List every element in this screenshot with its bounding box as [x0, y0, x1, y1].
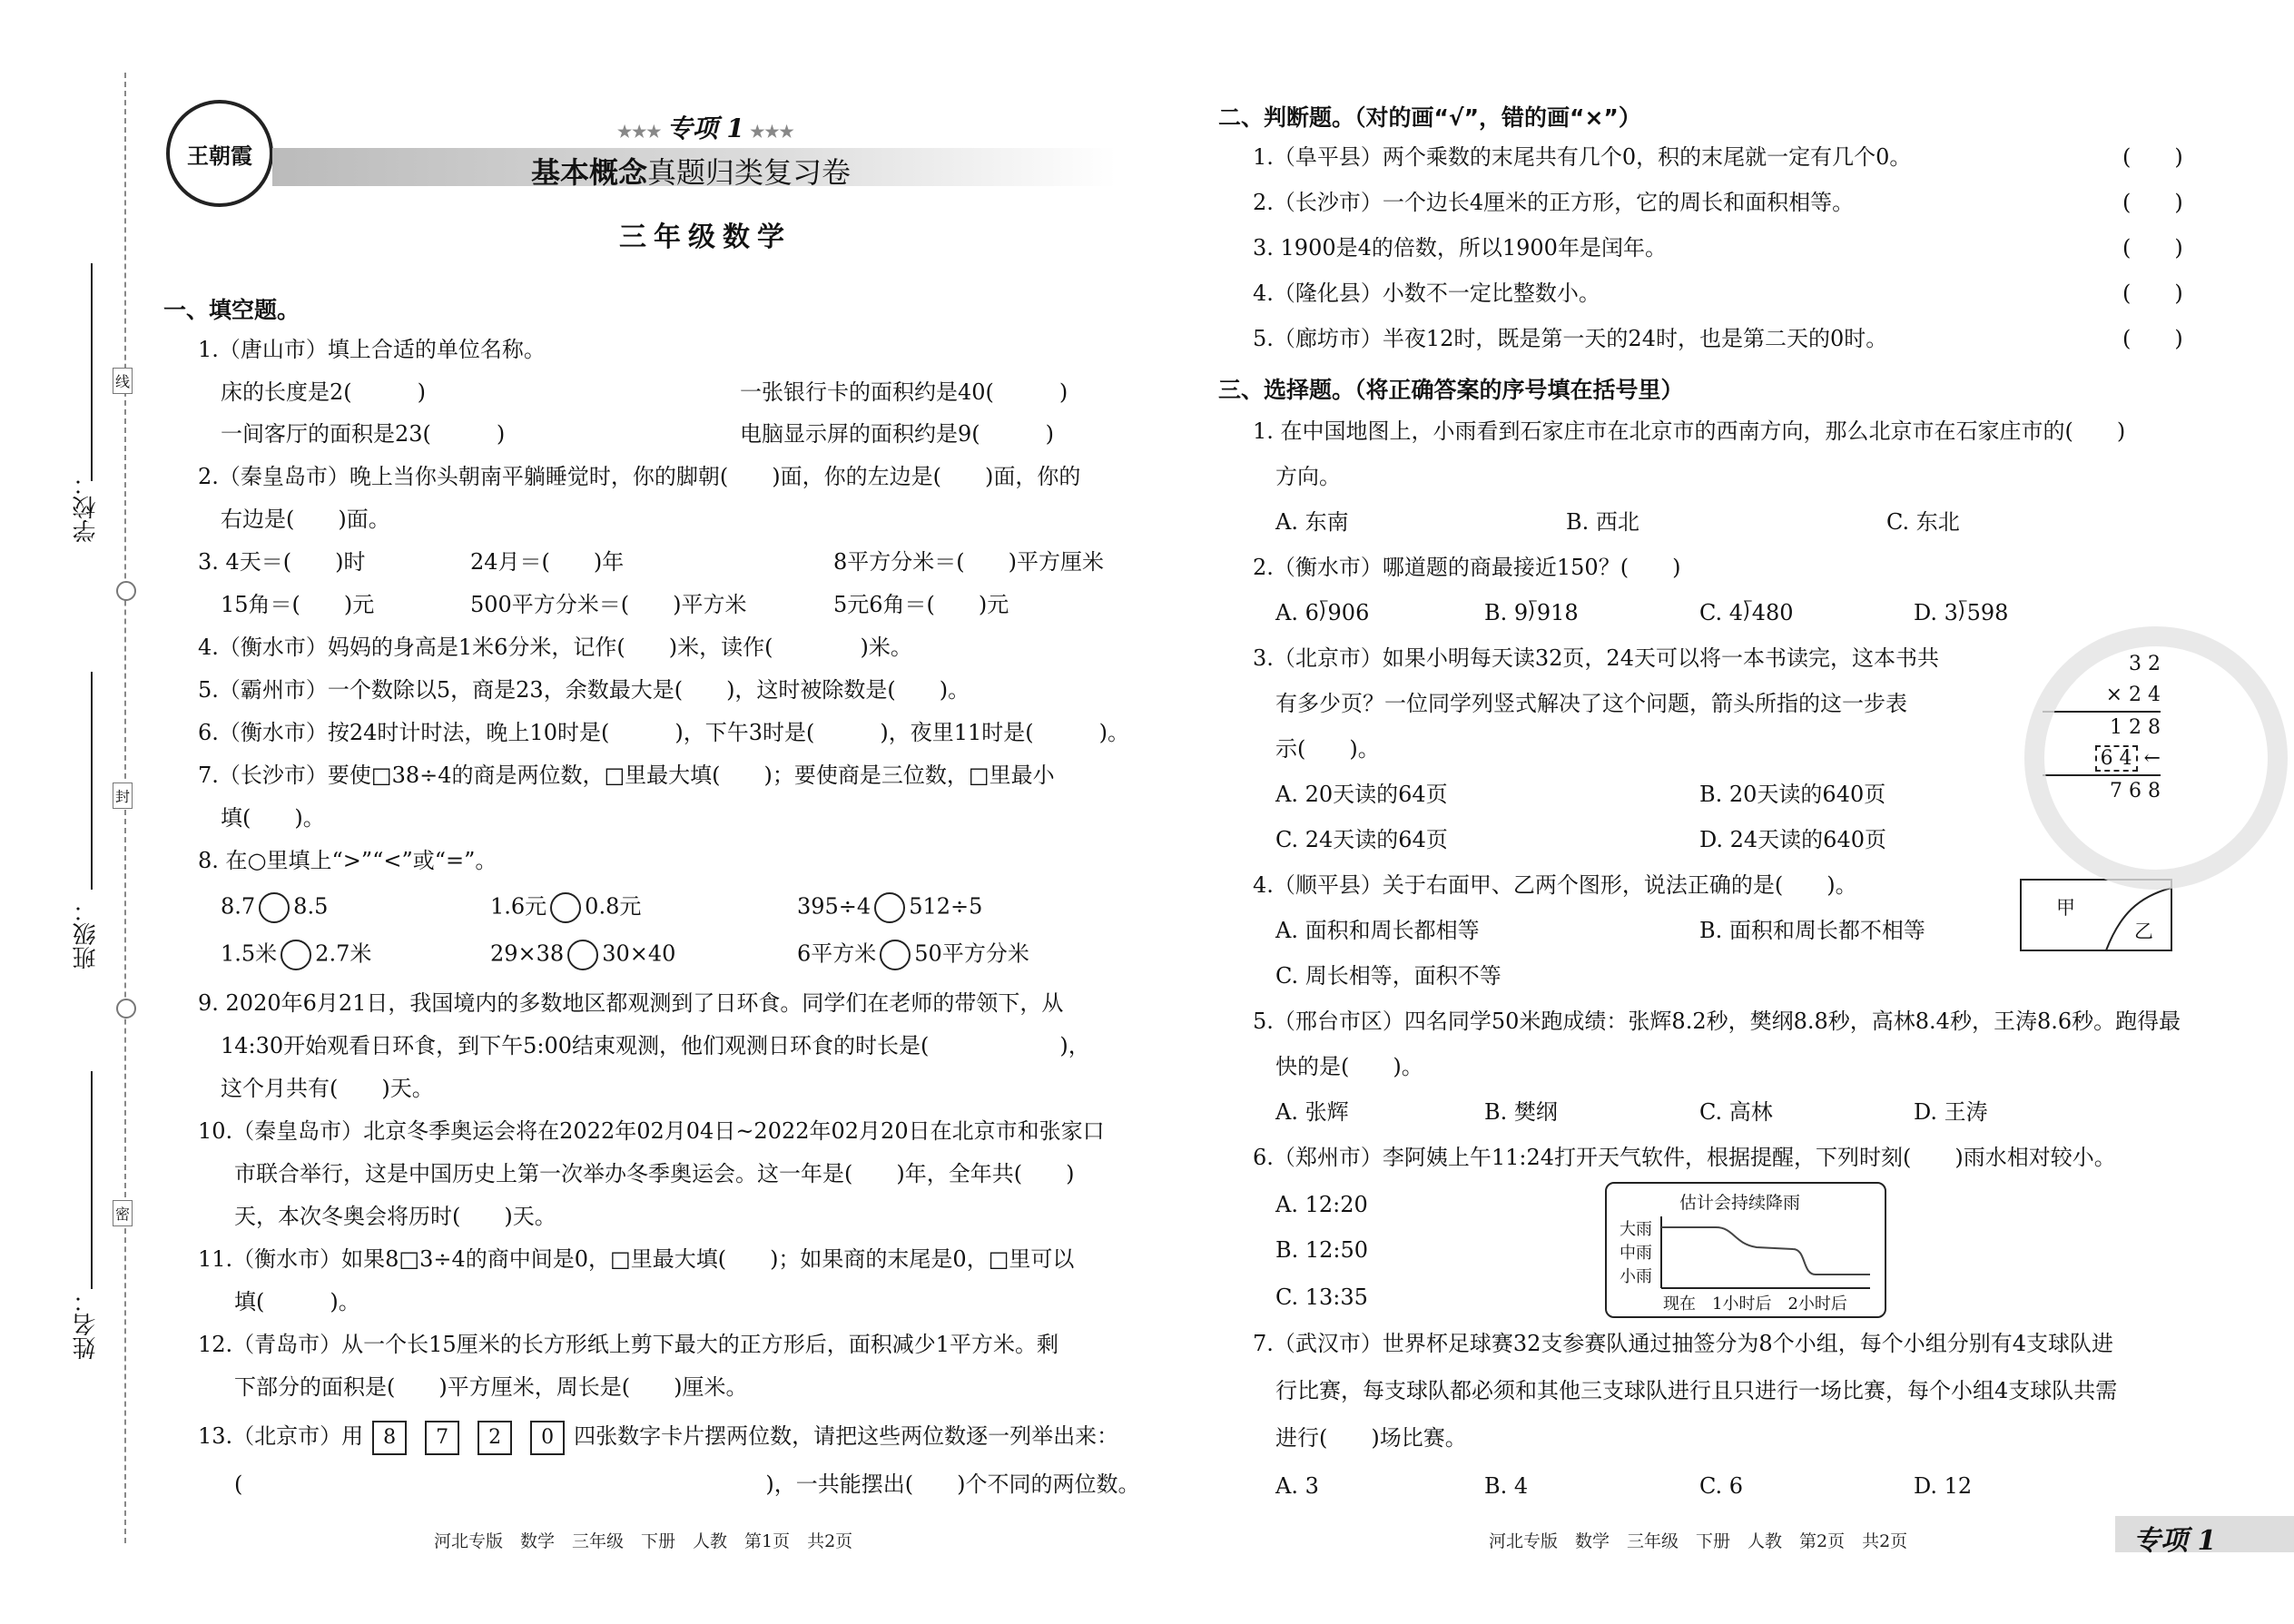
c2-opt-b: B. 9⟌918 [1484, 600, 1579, 625]
c5-opt-a: A. 张辉 [1275, 1099, 1349, 1125]
special-label: 专项 1 [666, 113, 744, 143]
q8-4-left: 1.5米 [221, 940, 278, 967]
compare-circle[interactable] [880, 940, 911, 970]
q13-pre: 13.（北京市）用 [198, 1423, 364, 1449]
compare-circle[interactable] [874, 892, 905, 923]
footer-left: 河北专版 数学 三年级 下册 人教 第1页 共2页 [434, 1531, 853, 1551]
c3-opt-a: A. 20天读的64页 [1275, 782, 1448, 807]
arrow-left-icon: ← [2137, 747, 2161, 770]
school-label: 学校： [73, 472, 100, 543]
c4-opt-b: B. 面积和周长都不相等 [1699, 918, 1925, 943]
rain-title: 估计会持续降雨 [1679, 1193, 1801, 1213]
q10c: 天，本次冬奥会将历时( )天。 [234, 1204, 556, 1229]
q8-1-right: 8.5 [293, 893, 329, 920]
q11a: 11.（衡水市）如果8□3÷4的商中间是0，□里最大填( )；如果商的末尾是0，□里可以 [198, 1246, 1075, 1272]
title-bold: 基本概念 [531, 155, 648, 190]
q7a: 7.（长沙市）要使□38÷4的商是两位数，□里最大填( )；要使商是三位数，□里最小 [198, 763, 1055, 788]
q13-post: 四张数字卡片摆两位数，请把这些两位数逐一列举出来： [574, 1423, 1119, 1449]
c5b: 快的是( )。 [1275, 1054, 1423, 1079]
compare-circle[interactable] [281, 940, 311, 970]
section-fill: 一、填空题。 [163, 297, 300, 323]
c6-opt-a: A. 12:20 [1275, 1192, 1368, 1217]
exam-subtitle: 三年级数学 [619, 221, 792, 253]
c1-opt-b: B. 西北 [1566, 509, 1639, 535]
q3a3: 8平方分米＝( )平方厘米 [833, 549, 1104, 575]
c2: 2.（衡水市）哪道题的商最接近150？( ) [1253, 555, 1681, 580]
digit-card: 0 [530, 1421, 565, 1455]
c2-opt-c: C. 4⟌480 [1699, 600, 1794, 625]
rain-x-labels: 现在 1小时后 2小时后 [1663, 1294, 1847, 1314]
c2-opt-d: D. 3⟌598 [1914, 600, 2009, 625]
q10a: 10.（秦皇岛市）北京冬季奥运会将在2022年02月04日~2022年02月20日在北京市和张家口 [198, 1118, 1105, 1144]
calc-row-2: × 2 4 [2043, 680, 2161, 713]
shape-yi: 乙 [2134, 920, 2153, 942]
q12b: 下部分的面积是( )平方厘米，周长是( )厘米。 [234, 1374, 748, 1400]
c3-opt-b: B. 20天读的640页 [1699, 782, 1886, 807]
j4: 4.（隆化县）小数不一定比整数小。 [1253, 281, 1600, 306]
compare-circle[interactable] [259, 892, 290, 923]
c7b: 行比赛，每支球队都必须和其他三支球队进行且只进行一场比赛，每个小组4支球队共需 [1275, 1378, 2118, 1403]
q8-2-left: 1.6元 [490, 893, 547, 920]
c3-opt-d: D. 24天读的640页 [1699, 827, 1886, 852]
q1a: 床的长度是2( ) [221, 379, 426, 405]
j3-answer[interactable]: ( ) [2122, 235, 2183, 261]
q7b: 填( )。 [221, 805, 325, 831]
section-judge: 二、判断题。（对的画“√”，错的画“×”） [1218, 104, 1641, 131]
q9c: 这个月共有( )天。 [221, 1076, 434, 1101]
c7a: 7.（武汉市）世界杯足球赛32支参赛队通过抽签分为8个小组，每个小组分别有4支球队进 [1253, 1331, 2113, 1356]
rain-level-heavy: 大雨 [1620, 1220, 1652, 1239]
c1b: 方向。 [1275, 464, 1341, 489]
q8-item-1 [221, 892, 328, 923]
c1-opt-c: C. 东北 [1886, 509, 1960, 535]
stars-right: ★★★ [743, 123, 794, 142]
seal-watermark [2024, 626, 2288, 890]
compare-circle[interactable] [567, 940, 598, 970]
q3a2: 24月＝( )年 [470, 549, 625, 575]
calc-row-1: 3 2 [2129, 653, 2161, 675]
j1-answer[interactable]: ( ) [2122, 144, 2183, 170]
q10b: 市联合举行，这是中国历史上第一次举办冬季奥运会。这一年是( )年，全年共( ) [234, 1161, 1075, 1186]
rain-level-mid: 中雨 [1620, 1244, 1652, 1263]
brand-text: 王朝霞 [187, 143, 252, 169]
q8-4-right: 2.7米 [315, 940, 372, 967]
c6-opt-c: C. 13:35 [1275, 1284, 1368, 1310]
j5-answer[interactable]: ( ) [2122, 326, 2183, 351]
name-label: 姓名： [73, 1289, 100, 1360]
c5-opt-b: B. 樊纲 [1484, 1099, 1558, 1125]
c5a: 5.（邢台市区）四名同学50米跑成绩：张辉8.2秒，樊纲8.8秒，高林8.4秒，王涛8.6秒。跑得最 [1253, 1009, 2181, 1034]
q8-2-right: 0.8元 [585, 893, 642, 920]
c7-opt-c: C. 6 [1699, 1473, 1744, 1499]
q8-5-left: 29×38 [490, 940, 565, 967]
school-line [91, 263, 93, 481]
q5: 5.（霸州市）一个数除以5，商是23，余数最大是( )，这时被除数是( )。 [198, 677, 970, 703]
brand-logo [166, 100, 273, 207]
q8-3-left: 395÷4 [797, 893, 871, 920]
q8-item-6 [797, 940, 1029, 970]
special-tag [617, 109, 794, 145]
q3b2: 500平方分米＝( )平方米 [470, 592, 747, 617]
class-label: 班级： [73, 899, 100, 969]
name-line [91, 1071, 93, 1289]
j5: 5.（廊坊市）半夜12时，既是第一天的24时，也是第二天的0时。 [1253, 326, 1888, 351]
compare-circle[interactable] [550, 892, 581, 923]
exam-title [531, 150, 851, 192]
q1d: 电脑显示屏的面积约是9( ) [740, 421, 1054, 447]
digit-card: 7 [425, 1421, 459, 1455]
section-choice: 三、选择题。（将正确答案的序号填在括号里） [1218, 377, 1684, 403]
q6: 6.（衡水市）按24时计时法，晚上10时是( )，下午3时是( )，夜里11时是( )。 [198, 720, 1129, 745]
q8-item-3 [797, 892, 982, 923]
c6-opt-b: B. 12:50 [1275, 1237, 1369, 1263]
stars-left: ★★★ [617, 123, 667, 142]
q2b: 右边是( )面。 [221, 507, 390, 532]
c7c: 进行( )场比赛。 [1275, 1425, 1467, 1451]
j4-answer[interactable]: ( ) [2122, 281, 2183, 306]
binding-dot-2 [116, 999, 136, 1019]
calc-row-3: 1 2 8 [2110, 716, 2161, 739]
q9a: 9. 2020年6月21日，我国境内的多数地区都观测到了日环食。同学们在老师的带领下，从 [198, 990, 1064, 1016]
c3-opt-c: C. 24天读的64页 [1275, 827, 1448, 852]
j2: 2.（长沙市）一个边长4厘米的正方形，它的周长和面积相等。 [1253, 190, 1855, 215]
c2-opt-a: A. 6⟌906 [1275, 600, 1370, 625]
c3a: 3.（北京市）如果小明每天读32页，24天可以将一本书读完，这本书共 [1253, 645, 1939, 671]
q8-item-5 [490, 940, 675, 970]
rain-level-light: 小雨 [1620, 1267, 1652, 1286]
q4: 4.（衡水市）妈妈的身高是1米6分米，记作( )米，读作( )米。 [198, 635, 912, 660]
q1b: 一张银行卡的面积约是40( ) [740, 379, 1068, 405]
q8-3-right: 512÷5 [909, 893, 983, 920]
digit-card: 8 [372, 1421, 407, 1455]
q13a [198, 1421, 1118, 1455]
q12a: 12.（青岛市）从一个长15厘米的长方形纸上剪下最大的正方形后，面积减少1平方米。剩 [198, 1332, 1058, 1357]
shape-figure [2020, 879, 2172, 951]
q8-item-2 [490, 892, 641, 923]
q8-6-left: 6平方米 [797, 940, 877, 967]
class-line [91, 672, 93, 890]
q8-item-4 [221, 940, 371, 970]
footer-right: 河北专版 数学 三年级 下册 人教 第2页 共2页 [1489, 1531, 1908, 1551]
title-rest: 真题归类复习卷 [647, 155, 852, 190]
j1: 1.（阜平县）两个乘数的末尾共有几个0，积的末尾就一定有几个0。 [1253, 144, 1912, 170]
mark-xian: 线 [113, 368, 133, 394]
q3b3: 5元6角＝( )元 [833, 592, 1009, 617]
q8-1-left: 8.7 [221, 893, 256, 920]
c5-opt-d: D. 王涛 [1914, 1099, 1988, 1125]
digit-card: 2 [478, 1421, 512, 1455]
q13b: ( )，一共能摆出( )个不同的两位数。 [234, 1471, 1140, 1497]
corner-label: 专项 1 [2133, 1525, 2217, 1557]
c4-opt-c: C. 周长相等，面积不等 [1275, 963, 1501, 989]
calc-highlight: 6 4 [2095, 745, 2138, 772]
binding-dot-1 [116, 581, 136, 601]
c6: 6.（郑州市）李阿姨上午11:24打开天气软件，根据提醒，下列时刻( )雨水相对较小。 [1253, 1145, 2116, 1170]
shape-jia: 甲 [2056, 897, 2075, 919]
q2a: 2.（秦皇岛市）晚上当你头朝南平躺睡觉时，你的脚朝( )面，你的左边是( )面，你的 [198, 464, 1081, 489]
mark-feng: 封 [113, 782, 133, 809]
q1: 1.（唐山市）填上合适的单位名称。 [198, 337, 546, 362]
mark-mi: 密 [113, 1200, 133, 1226]
q8-6-right: 50平方分米 [914, 940, 1029, 967]
c3b: 有多少页？一位同学列竖式解决了这个问题，箭头所指的这一步表 [1275, 691, 1907, 716]
q3b1: 15角＝( )元 [221, 592, 375, 617]
c4-opt-a: A. 面积和周长都相等 [1275, 918, 1480, 943]
c1a: 1. 在中国地图上，小雨看到石家庄市在北京市的西南方向，那么北京市在石家庄市的( ) [1253, 418, 2126, 444]
c7-opt-a: A. 3 [1275, 1473, 1319, 1499]
rain-chart [1605, 1182, 1886, 1318]
q9b: 14:30开始观看日环食，到下午5:00结束观测，他们观测日环食的时长是( )， [221, 1033, 1090, 1058]
q8: 8. 在○里填上“>”“<”或“=”。 [198, 848, 497, 873]
j3: 3. 1900是4的倍数，所以1900年是闰年。 [1253, 235, 1667, 261]
c7-opt-b: B. 4 [1484, 1473, 1529, 1499]
j2-answer[interactable]: ( ) [2122, 190, 2183, 215]
q8-5-right: 30×40 [602, 940, 676, 967]
c5-opt-c: C. 高林 [1699, 1099, 1773, 1125]
c3c: 示( )。 [1275, 736, 1380, 762]
q3a1: 3. 4天＝( )时 [198, 549, 366, 575]
c7-opt-d: D. 12 [1914, 1473, 1973, 1499]
c1-opt-a: A. 东南 [1275, 509, 1349, 535]
calc-row-5: 7 6 8 [2110, 780, 2161, 802]
q11b: 填( )。 [234, 1289, 360, 1314]
q1c: 一间客厅的面积是23( ) [221, 421, 506, 447]
c4: 4.（顺平县）关于右面甲、乙两个图形，说法正确的是( )。 [1253, 872, 1857, 898]
